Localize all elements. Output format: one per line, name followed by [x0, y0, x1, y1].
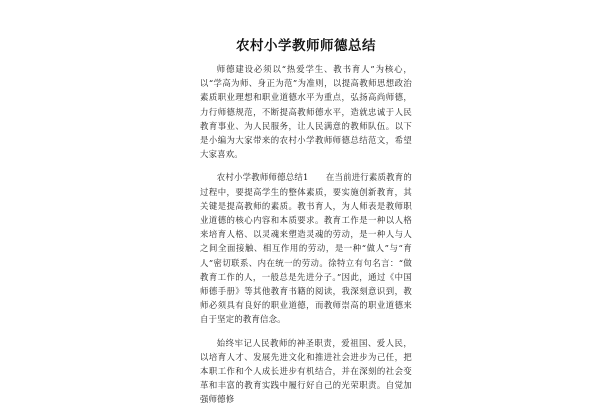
summary-paragraph-1: 农村小学教师师德总结1 在当前进行素质教育的过程中，要提高学生的整体素质，要实施创新教育，其关键是提高教师的素质。教书育人，为人师表是教师职业道德的核心内容和本质要求。教育工作是一种以人格来培育人格、以灵魂来塑造灵魂的劳动，是一种人与人之间全面接触、相互作用的劳动，是一种“做人”与“育人”密切联系、内在统一的劳动。徐特立有句名言：“做教育工作的人，一般总是先进分子。”因此，通过《中国师德手册》等其他教育书籍的阅读，我深刻意识到，教师必须具有良好的职业道德，而教师崇高的职业道德来自于坚定的教育信念。 [200, 172, 412, 325]
summary-paragraph-2: 始终牢记人民教师的神圣职责，爱祖国、爱人民，以培育人才、发展先进文化和推进社会进步为己任，把本职工作和个人成长进步有机结合，并在深刻的社会变革和丰富的教育实践中履行好自己的光荣职责。自觉加强师德修 [200, 337, 412, 405]
intro-paragraph: 师德建设必须以“热爱学生、教书育人”为核心，以“学高为师、身正为范”为准则，以提高教师思想政治素质职业理想和职业道德水平为重点，弘扬高尚师德，力行师德规范，不断提高教师德水平，造就忠诚于人民教育事业、为人民服务，让人民满意的教师队伍。以下是小编为大家带来的农村小学教师师德总结范文，希望大家喜欢。 [200, 64, 412, 160]
article-body [200, 34, 412, 416]
document-title: 农村小学教师师德总结 [236, 38, 376, 54]
